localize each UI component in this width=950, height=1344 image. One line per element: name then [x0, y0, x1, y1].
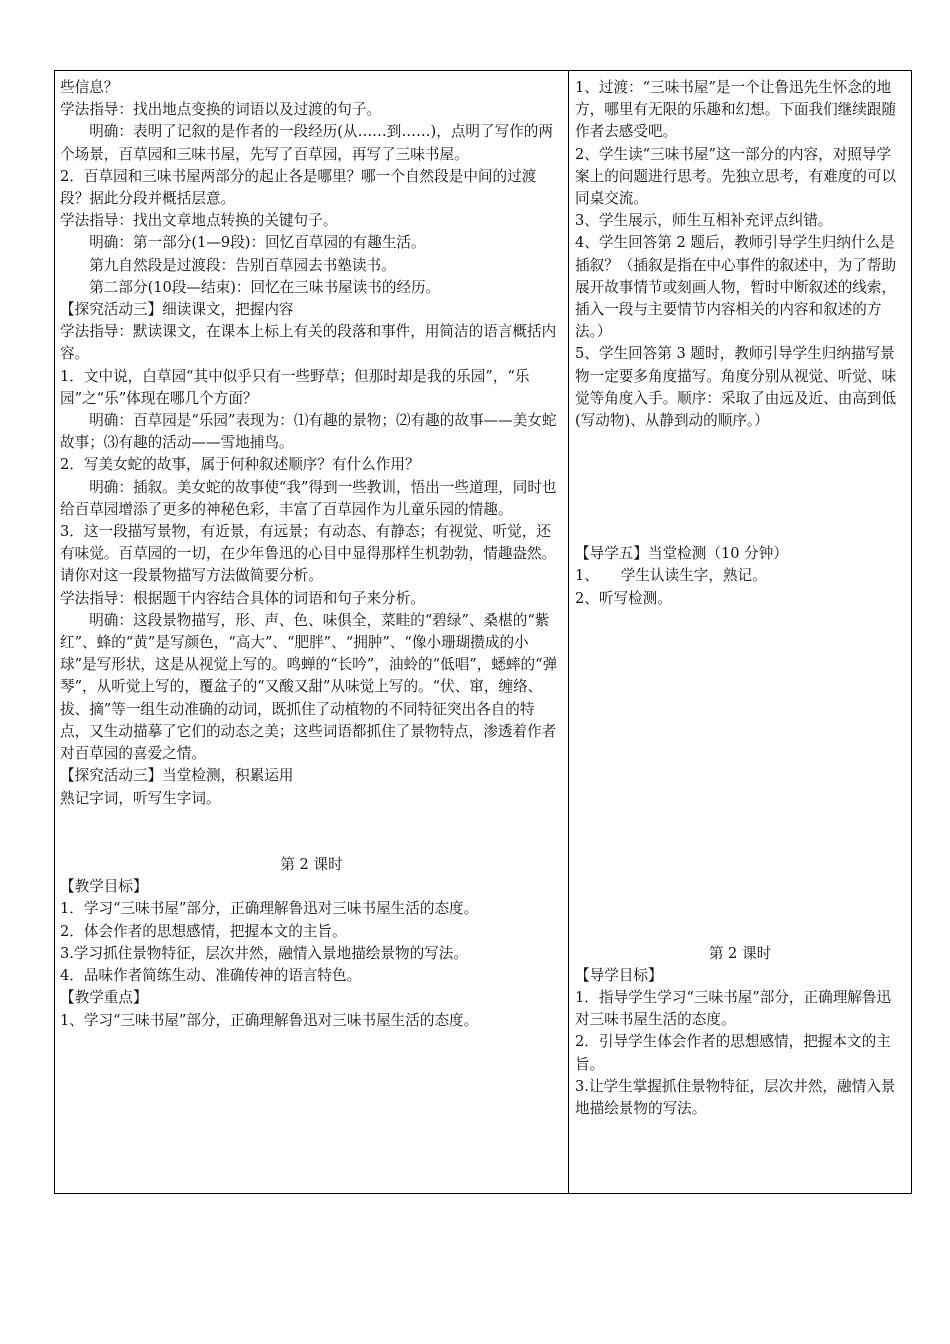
spacer [575, 787, 905, 809]
spacer [575, 854, 905, 876]
text-line: 1、 学生认读生字，熟记。 [575, 567, 767, 585]
column-divider [568, 71, 569, 1193]
section-heading: 【探究活动三】当堂检测，积累运用 [60, 767, 294, 785]
spacer [575, 743, 905, 765]
text-line: 2．百草园和三味书屋两部分的起止各是哪里？哪一个自然段是中间的过渡段？据此分段并概括层意。 [60, 167, 537, 208]
spacer [575, 676, 905, 698]
section-heading: 【教学重点】 [60, 989, 148, 1007]
text-line: 学法指导：默读课文，在课本上标上有关的段落和事件，用简洁的语言概括内容。 [60, 323, 557, 363]
spacer [575, 654, 905, 676]
text-line: 明确：百草园是“乐园”表现为：⑴有趣的景物；⑵有趣的故事——美女蛇故事；⑶有趣的活动——雪地捕鸟。 [60, 412, 557, 452]
section-heading: 【教学目标】 [60, 878, 148, 896]
text-line: 3．这一段描写景物，有近景，有远景；有动态、有静态；有视觉、听觉，还有味觉。百草园的一切，在少年鲁迅的心目中显得那样生机勃勃，情趣盎然。请你对这一段景物描写方法做简要分析。 [60, 523, 557, 585]
spacer [60, 810, 563, 832]
text-line: 第二部分(10段—结束)：回忆在三味书屋读书的经历。 [89, 278, 441, 296]
text-line: 第九自然段是过渡段：告别百草园去书塾读书。 [89, 256, 396, 274]
spacer [575, 610, 905, 632]
left-column [60, 77, 563, 1032]
spacer [575, 499, 905, 521]
text-line: 明确：这段景物描写，形、声、色、味俱全，菜畦的“碧绿”、桑椹的“紫红”、蜂的“黄”是写颜色，“高大”、“肥胖”、“拥肿”、“像小珊瑚攒成的小球”是写形状，这是从视觉上写的。鸣蝉的“长吟”，油蛉的“低唱”，蟋蟀的“弹琴”，从听觉上写的，覆盆子的“又酸又甜”从味觉上写的。“伏、窜，缠络、拔、摘”等一组生动准确的动词，既抓住了动植物的不同特征突出各自的特点，又生动描摹了它们的动态之美；这些词语都抓住了景物特点，渗透着作者对百草园的喜爱之情。 [60, 611, 558, 763]
text-line: 5、学生回答第 3 题时，教师引导学生归纳描写景物一定要多角度描写。角度分别从视觉、听觉、味觉等角度入手。顺序：采取了由远及近、由高到低(写动物)、从静到动的顺序。） [575, 345, 897, 430]
spacer [575, 699, 905, 721]
text-line: 3.让学生掌握抓住景物特征，层次井然，融情入景地描绘景物的写法。 [575, 1077, 896, 1118]
lesson-plan-table [54, 70, 912, 1194]
lesson-heading: 第 2 课时 [708, 944, 772, 962]
lesson-heading: 第 2 课时 [280, 856, 343, 874]
spacer [575, 898, 905, 920]
section-heading: 【导学五】当堂检测（10 分钟） [575, 545, 788, 563]
spacer [575, 454, 905, 476]
text-line: 2、听写检测。 [575, 589, 672, 607]
text-line: 熟记字词，听写生字词。 [60, 789, 221, 807]
spacer [575, 721, 905, 743]
text-line: 1．文中说，白草园“其中似乎只有一些野草；但那时却是我的乐园”，“乐园”之“乐”体现在哪几个方面？ [60, 367, 530, 407]
text-line: 些信息？ [60, 79, 119, 96]
spacer [60, 832, 563, 854]
text-line: 2．写美女蛇的故事，属于何种叙述顺序？有什么作用？ [60, 456, 420, 474]
text-line: 3、学生展示，师生互相补充评点纠错。 [575, 212, 833, 230]
text-line: 2．引导学生体会作者的思想感情，把握本文的主旨。 [575, 1033, 891, 1073]
spacer [575, 521, 905, 543]
spacer [575, 477, 905, 499]
text-line: 4、学生回答第 2 题后，教师引导学生归纳什么是插叙？（插叙是指在中心事件的叙述中，为了帮助展开故事情节或刻画人物，暂时中断叙述的线索，插入一段与主要情节内容相关的内容和叙述的方法。） [575, 234, 897, 341]
text-line: 学法指导：找出地点变换的词语以及过渡的句子。 [60, 101, 382, 119]
spacer [575, 632, 905, 654]
text-line: 1、学习“三味书屋”部分，正确理解鲁迅对三味书屋生活的态度。 [60, 1011, 479, 1029]
spacer [575, 765, 905, 787]
spacer [575, 832, 905, 854]
section-heading: 【探究活动三】细读课文，把握内容 [60, 301, 294, 319]
section-heading: 【导学目标】 [575, 966, 663, 984]
text-line: 2．体会作者的思想感情，把握本文的主旨。 [60, 922, 347, 940]
text-line: 1、过渡：“三味书屋”是一个让鲁迅先生怀念的地方，哪里有无限的乐趣和幻想。下面我们继续跟随作者去感受吧。 [575, 79, 897, 141]
text-line: 1．学习“三味书屋”部分，正确理解鲁迅对三味书屋生活的态度。 [60, 900, 479, 918]
text-line: 明确：第一部分(1—9段)：回忆百草园的有趣生活。 [89, 234, 426, 252]
spacer [575, 432, 905, 454]
text-line: 1．指导学生学习“三味书屋”部分，正确理解鲁迅对三味书屋生活的态度。 [575, 989, 892, 1029]
text-line: 3.学习抓住景物特征，层次井然，融情入景地描绘景物的写法。 [60, 944, 468, 962]
right-column [575, 77, 905, 1120]
text-line: 明确：表明了记叙的是作者的一段经历(从……到……)，点明了写作的两个场景，百草园和三味书屋，先写了百草园，再写了三味书屋。 [60, 123, 553, 163]
spacer [575, 809, 905, 831]
text-line: 4．品味作者简练生动、准确传神的语言特色。 [60, 967, 362, 985]
spacer [575, 920, 905, 942]
text-line: 2、学生读“三味书屋”这一部分的内容，对照导学案上的问题进行思考。先独立思考，有难度的可以同桌交流。 [575, 145, 897, 208]
text-line: 学法指导：根据题干内容结合具体的词语和句子来分析。 [60, 589, 425, 607]
text-line: 明确：插叙。美女蛇的故事使“我”得到一些教训，悟出一些道理，同时也给百草园增添了更多的神秘色彩，丰富了百草园作为儿童乐园的情趣。 [60, 478, 557, 518]
text-line: 学法指导：找出文章地点转换的关键句子。 [60, 212, 338, 230]
spacer [575, 876, 905, 898]
